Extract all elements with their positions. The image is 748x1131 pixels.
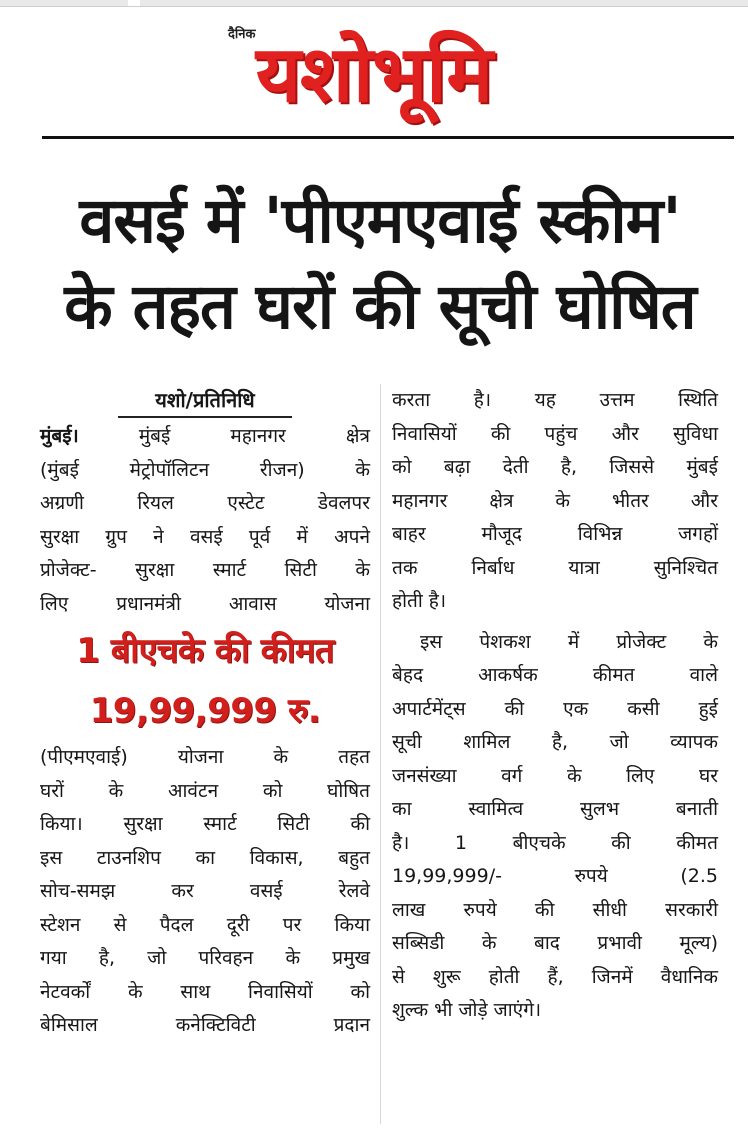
article-line: (पीएमएवाई) योजना के तहत — [40, 746, 370, 768]
headline-line-2: के तहत घरों की सूची घोषित — [64, 270, 696, 343]
article-line: प्रोजेक्ट- सुरक्षा स्मार्ट सिटी के — [40, 559, 370, 581]
article-column-right — [392, 384, 718, 1028]
article-line-text: मुंबई महानगर क्षेत्र — [78, 425, 370, 447]
article-line: घरों के आवंटन को घोषित — [40, 779, 370, 802]
article-line: लिए प्रधानमंत्री आवास योजना — [40, 592, 370, 615]
top-border — [0, 0, 748, 7]
article-line: महानगर क्षेत्र के भीतर और — [392, 489, 718, 512]
article-line: करता है। यह उत्तम स्थिति — [392, 389, 718, 411]
article-line: होती है। — [392, 590, 447, 612]
article-line: बेमिसाल कनेक्टिविटी प्रदान — [40, 1014, 370, 1036]
article-line: बेहद आकर्षक कीमत वाले — [392, 664, 718, 686]
masthead-prefix: दैनिक — [228, 27, 256, 42]
byline: यशो/प्रतिनिधि — [118, 384, 292, 418]
price-callout-line-2: 19,99,999 रु. — [89, 691, 321, 731]
article-line — [40, 420, 370, 454]
article-line: का स्वामित्व सुलभ बनाती — [392, 798, 718, 820]
article-line: को बढ़ा देती है, जिससे मुंबई — [392, 456, 718, 478]
article-line: है। 1 बीएचके की कीमत — [392, 831, 718, 854]
article-line: शुल्क भी जोड़े जाएंगे। — [392, 999, 542, 1021]
masthead-rule — [42, 136, 734, 139]
masthead — [0, 14, 748, 124]
price-callout-line-1: 1 बीएचके की कीमत — [76, 631, 334, 671]
article-line: किया। सुरक्षा स्मार्ट सिटी की — [40, 813, 370, 835]
article-line: अपार्टमेंट्स की एक कसी हुई — [392, 697, 718, 720]
article-line: तक निर्बाध यात्रा सुनिश्चित — [392, 556, 718, 579]
dateline: मुंबई। — [40, 425, 79, 447]
article-line: अग्रणी रियल एस्टेट डेवलपर — [40, 492, 370, 514]
column-divider — [380, 384, 381, 1124]
article-line: निवासियों की पहुंच और सुविधा — [392, 422, 718, 445]
article-line: सूची शामिल है, जो व्यापक — [392, 731, 718, 753]
article-line: सुरक्षा ग्रुप ने वसई पूर्व में अपने — [40, 525, 370, 548]
article-line: जनसंख्या वर्ग के लिए घर — [392, 764, 718, 787]
article-line: इस पेशकश में प्रोजेक्ट के — [420, 630, 718, 653]
article-column-left — [40, 384, 370, 1043]
article-line: (मुंबई मेट्रोपॉलिटन रीजन) के — [40, 458, 370, 481]
newspaper-logo: यशोभूमि — [255, 30, 493, 120]
article-line: स्टेशन से पैदल दूरी पर किया — [40, 913, 370, 936]
article-line: लाख रुपये की सीधी सरकारी — [392, 898, 718, 921]
article-line: सब्सिडी के बाद प्रभावी मूल्य) — [392, 932, 718, 954]
article-line: बाहर मौजूद विभिन्न जगहों — [392, 523, 718, 545]
article-line: से शुरू होती हैं, जिनमें वैधानिक — [392, 965, 718, 988]
article-line: 19,99,999/- रुपये (2.5 — [392, 865, 718, 887]
article-line: इस टाउनशिप का विकास, बहुत — [40, 846, 370, 869]
headline-line-1: वसई में 'पीएमएवाई स्कीम' — [79, 184, 681, 257]
article-line: सोच-समझ कर वसई रेलवे — [40, 880, 370, 902]
article-line: नेटवर्कों के साथ निवासियों को — [40, 980, 370, 1003]
article-line: गया है, जो परिवहन के प्रमुख — [40, 947, 370, 969]
